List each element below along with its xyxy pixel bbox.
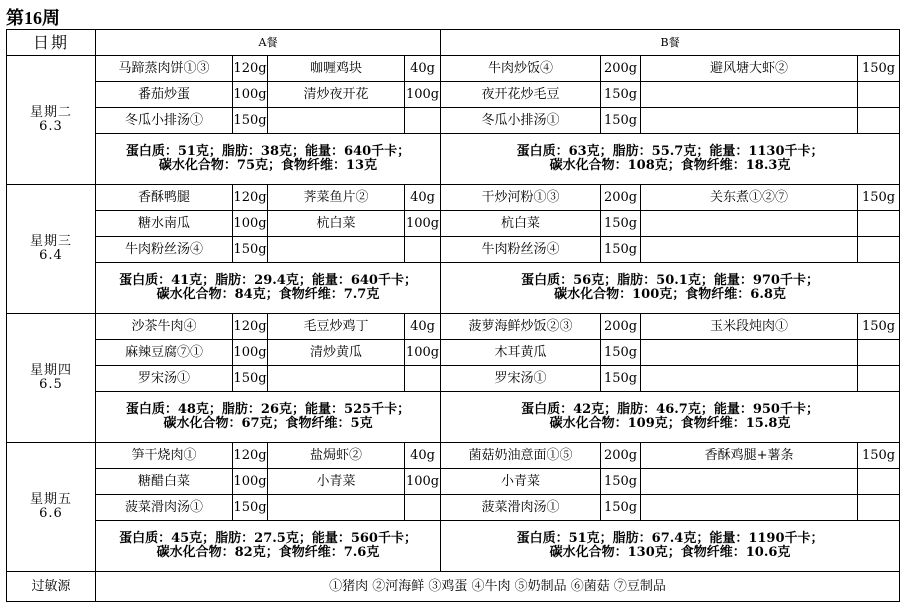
meal-a-weight-2 bbox=[405, 237, 441, 263]
meal-a-weight-1: 120g bbox=[233, 185, 268, 211]
nutrition-row bbox=[7, 134, 900, 185]
meal-a-weight-2 bbox=[405, 495, 441, 521]
allergy-label: 过敏源 bbox=[7, 572, 96, 602]
meal-b-weight-2 bbox=[858, 340, 900, 366]
nutrition-b bbox=[441, 392, 900, 443]
meal-b-weight-1: 150g bbox=[601, 340, 641, 366]
meal-b-dish-2 bbox=[641, 211, 858, 237]
meal-a-dish-1: 麻辣豆腐⑦① bbox=[96, 340, 233, 366]
meal-a-weight-1: 100g bbox=[233, 469, 268, 495]
nutrition-a-line: 碳水化合物：82克；食物纤维：7.6克 bbox=[156, 545, 380, 560]
meal-a-dish-2: 毛豆炒鸡丁 bbox=[268, 314, 405, 340]
weekday-label: 星期五 bbox=[29, 492, 72, 507]
nutrition-a-line: 蛋白质：45克；脂肪：27.5克；能量：560千卡； bbox=[119, 531, 417, 546]
nutrition-b-line: 碳水化合物：109克；食物纤维：15.8克 bbox=[549, 416, 791, 431]
meal-a-weight-2: 100g bbox=[405, 82, 441, 108]
meal-a-weight-1: 150g bbox=[233, 237, 268, 263]
meal-b-weight-2: 150g bbox=[858, 314, 900, 340]
meal-a-dish-1: 糖醋白菜 bbox=[96, 469, 233, 495]
meal-a-dish-2: 杭白菜 bbox=[268, 211, 405, 237]
meal-b-dish-2: 玉米段炖肉① bbox=[641, 314, 858, 340]
meal-a-dish-2: 清炒夜开花 bbox=[268, 82, 405, 108]
meal-b-dish-2: 香酥鸡腿+薯条 bbox=[641, 443, 858, 469]
nutrition-a bbox=[96, 392, 441, 443]
meal-b-weight-2 bbox=[858, 495, 900, 521]
nutrition-a-line: 蛋白质：48克；脂肪：26克；能量：525千卡； bbox=[125, 402, 411, 417]
nutrition-a-line: 碳水化合物：84克；食物纤维：7.7克 bbox=[156, 287, 380, 302]
week-title: 第16周 bbox=[6, 8, 60, 28]
day-cell bbox=[7, 314, 96, 443]
meal-b-weight-1: 150g bbox=[601, 469, 641, 495]
meal-b-dish-1: 菠菜滑肉汤① bbox=[441, 495, 601, 521]
meal-b-dish-1: 菠萝海鲜炒饭②③ bbox=[441, 314, 601, 340]
meal-a-dish-1: 菠菜滑肉汤① bbox=[96, 495, 233, 521]
meal-a-weight-2: 100g bbox=[405, 340, 441, 366]
meal-b-dish-1: 杭白菜 bbox=[441, 211, 601, 237]
meal-a-weight-2 bbox=[405, 108, 441, 134]
meal-a-dish-2 bbox=[268, 366, 405, 392]
date-label: 6.3 bbox=[39, 119, 63, 134]
meal-b-weight-2: 150g bbox=[858, 443, 900, 469]
meal-b-weight-2: 150g bbox=[858, 56, 900, 82]
meal-a-dish-1: 冬瓜小排汤① bbox=[96, 108, 233, 134]
meal-a-weight-1: 100g bbox=[233, 340, 268, 366]
meal-b-dish-1: 干炒河粉①③ bbox=[441, 185, 601, 211]
meal-b-weight-1: 200g bbox=[601, 443, 641, 469]
meal-a-weight-1: 120g bbox=[233, 314, 268, 340]
nutrition-b-line: 碳水化合物：100克；食物纤维：6.8克 bbox=[554, 287, 786, 302]
day-cell bbox=[7, 185, 96, 314]
meal-a-weight-1: 100g bbox=[233, 82, 268, 108]
nutrition-row bbox=[7, 521, 900, 572]
meal-a-dish-2: 荠菜鱼片② bbox=[268, 185, 405, 211]
meal-a-weight-2: 40g bbox=[405, 443, 441, 469]
date-label: 6.6 bbox=[39, 506, 63, 521]
nutrition-a-line: 碳水化合物：67克；食物纤维：5克 bbox=[163, 416, 373, 431]
meal-a-dish-1: 罗宋汤① bbox=[96, 366, 233, 392]
nutrition-a-line: 碳水化合物：75克；食物纤维：13克 bbox=[158, 158, 378, 173]
nutrition-b bbox=[441, 521, 900, 572]
meal-a-dish-2: 清炒黄瓜 bbox=[268, 340, 405, 366]
dish-row bbox=[7, 366, 900, 392]
meal-b-dish-2 bbox=[641, 237, 858, 263]
menu-table bbox=[6, 29, 900, 602]
meal-b-dish-1: 罗宋汤① bbox=[441, 366, 601, 392]
date-label: 6.5 bbox=[39, 377, 63, 392]
meal-a-dish-1: 笋干烧肉① bbox=[96, 443, 233, 469]
nutrition-b-line: 碳水化合物：108克；食物纤维：18.3克 bbox=[549, 158, 791, 173]
meal-a-weight-2: 100g bbox=[405, 469, 441, 495]
nutrition-row bbox=[7, 263, 900, 314]
dish-row bbox=[7, 211, 900, 237]
meal-a-weight-1: 150g bbox=[233, 108, 268, 134]
meal-a-header: A餐 bbox=[96, 30, 441, 56]
meal-b-weight-1: 200g bbox=[601, 56, 641, 82]
meal-b-dish-2 bbox=[641, 495, 858, 521]
meal-b-weight-2 bbox=[858, 211, 900, 237]
meal-b-dish-1: 牛肉粉丝汤④ bbox=[441, 237, 601, 263]
meal-a-dish-2 bbox=[268, 495, 405, 521]
meal-a-dish-2: 盐焗虾② bbox=[268, 443, 405, 469]
allergy-legend: ①猪肉 ②河海鲜 ③鸡蛋 ④牛肉 ⑤奶制品 ⑥菌菇 ⑦豆制品 bbox=[96, 572, 900, 602]
meal-a-dish-2: 小青菜 bbox=[268, 469, 405, 495]
weekday-label: 星期二 bbox=[29, 105, 72, 120]
nutrition-b-line: 碳水化合物：130克；食物纤维：10.6克 bbox=[549, 545, 791, 560]
allergy-row bbox=[7, 572, 900, 602]
meal-b-dish-2: 避风塘大虾② bbox=[641, 56, 858, 82]
meal-a-dish-1: 糖水南瓜 bbox=[96, 211, 233, 237]
meal-a-weight-2: 40g bbox=[405, 56, 441, 82]
dish-row bbox=[7, 237, 900, 263]
meal-b-weight-1: 150g bbox=[601, 495, 641, 521]
meal-b-dish-2 bbox=[641, 366, 858, 392]
nutrition-a-line: 蛋白质：41克；脂肪：29.4克；能量：640千卡； bbox=[119, 273, 417, 288]
meal-a-weight-2: 100g bbox=[405, 211, 441, 237]
meal-b-weight-1: 150g bbox=[601, 108, 641, 134]
meal-b-dish-1: 木耳黄瓜 bbox=[441, 340, 601, 366]
meal-b-dish-2 bbox=[641, 340, 858, 366]
meal-a-weight-2: 40g bbox=[405, 185, 441, 211]
meal-a-weight-1: 120g bbox=[233, 443, 268, 469]
dish-row bbox=[7, 495, 900, 521]
meal-a-dish-1: 马蹄蒸肉饼①③ bbox=[96, 56, 233, 82]
dish-row bbox=[7, 185, 900, 211]
meal-b-dish-2 bbox=[641, 108, 858, 134]
meal-b-weight-2 bbox=[858, 366, 900, 392]
allergy-section bbox=[7, 572, 900, 602]
nutrition-b-line: 蛋白质：51克；脂肪：67.4克；能量：1190千卡； bbox=[516, 531, 824, 546]
meal-b-weight-2 bbox=[858, 237, 900, 263]
meal-b-weight-1: 150g bbox=[601, 211, 641, 237]
meal-a-dish-2: 咖喱鸡块 bbox=[268, 56, 405, 82]
meal-a-weight-1: 150g bbox=[233, 366, 268, 392]
meal-b-dish-1: 菌菇奶油意面①⑤ bbox=[441, 443, 601, 469]
day-cell bbox=[7, 443, 96, 572]
meal-a-dish-1: 牛肉粉丝汤④ bbox=[96, 237, 233, 263]
dish-row bbox=[7, 56, 900, 82]
dish-row bbox=[7, 82, 900, 108]
meal-b-dish-2 bbox=[641, 82, 858, 108]
meal-b-dish-1: 牛肉炒饭④ bbox=[441, 56, 601, 82]
meal-b-weight-2 bbox=[858, 469, 900, 495]
meal-a-dish-1: 番茄炒蛋 bbox=[96, 82, 233, 108]
nutrition-a bbox=[96, 521, 441, 572]
nutrition-b bbox=[441, 134, 900, 185]
meal-a-dish-1: 香酥鸭腿 bbox=[96, 185, 233, 211]
meal-b-dish-2: 关东煮①②⑦ bbox=[641, 185, 858, 211]
header-row bbox=[7, 30, 900, 56]
day-cell bbox=[7, 56, 96, 185]
meal-b-weight-1: 150g bbox=[601, 82, 641, 108]
meal-a-weight-1: 100g bbox=[233, 211, 268, 237]
meal-b-weight-2 bbox=[858, 108, 900, 134]
meal-b-weight-2: 150g bbox=[858, 185, 900, 211]
dish-row bbox=[7, 340, 900, 366]
meal-b-dish-2 bbox=[641, 469, 858, 495]
nutrition-b-line: 蛋白质：56克；脂肪：50.1克；能量：970千卡； bbox=[521, 273, 819, 288]
day-column-header: 日期 bbox=[7, 30, 96, 56]
meal-b-weight-1: 150g bbox=[601, 237, 641, 263]
nutrition-b-line: 蛋白质：63克；脂肪：55.7克；能量：1130千卡； bbox=[516, 144, 824, 159]
nutrition-a bbox=[96, 134, 441, 185]
dish-row bbox=[7, 469, 900, 495]
nutrition-a bbox=[96, 263, 441, 314]
meal-a-dish-2 bbox=[268, 237, 405, 263]
meal-a-weight-2: 40g bbox=[405, 314, 441, 340]
dish-row bbox=[7, 443, 900, 469]
dish-row bbox=[7, 108, 900, 134]
nutrition-b-line: 蛋白质：42克；脂肪：46.7克；能量：950千卡； bbox=[521, 402, 819, 417]
nutrition-a-line: 蛋白质：51克；脂肪：38克；能量：640千卡； bbox=[125, 144, 411, 159]
date-label: 6.4 bbox=[39, 248, 63, 263]
menu-body bbox=[7, 30, 900, 572]
dish-row bbox=[7, 314, 900, 340]
meal-b-weight-1: 150g bbox=[601, 366, 641, 392]
meal-b-header: B餐 bbox=[441, 30, 900, 56]
meal-b-dish-1: 冬瓜小排汤① bbox=[441, 108, 601, 134]
meal-a-dish-1: 沙茶牛肉④ bbox=[96, 314, 233, 340]
meal-a-weight-1: 120g bbox=[233, 56, 268, 82]
meal-b-weight-2 bbox=[858, 82, 900, 108]
meal-b-dish-1: 小青菜 bbox=[441, 469, 601, 495]
weekday-label: 星期四 bbox=[29, 363, 72, 378]
meal-a-weight-2 bbox=[405, 366, 441, 392]
weekday-label: 星期三 bbox=[29, 234, 72, 249]
meal-a-dish-2 bbox=[268, 108, 405, 134]
nutrition-b bbox=[441, 263, 900, 314]
meal-b-weight-1: 200g bbox=[601, 185, 641, 211]
nutrition-row bbox=[7, 392, 900, 443]
meal-a-weight-1: 150g bbox=[233, 495, 268, 521]
meal-b-dish-1: 夜开花炒毛豆 bbox=[441, 82, 601, 108]
meal-b-weight-1: 200g bbox=[601, 314, 641, 340]
